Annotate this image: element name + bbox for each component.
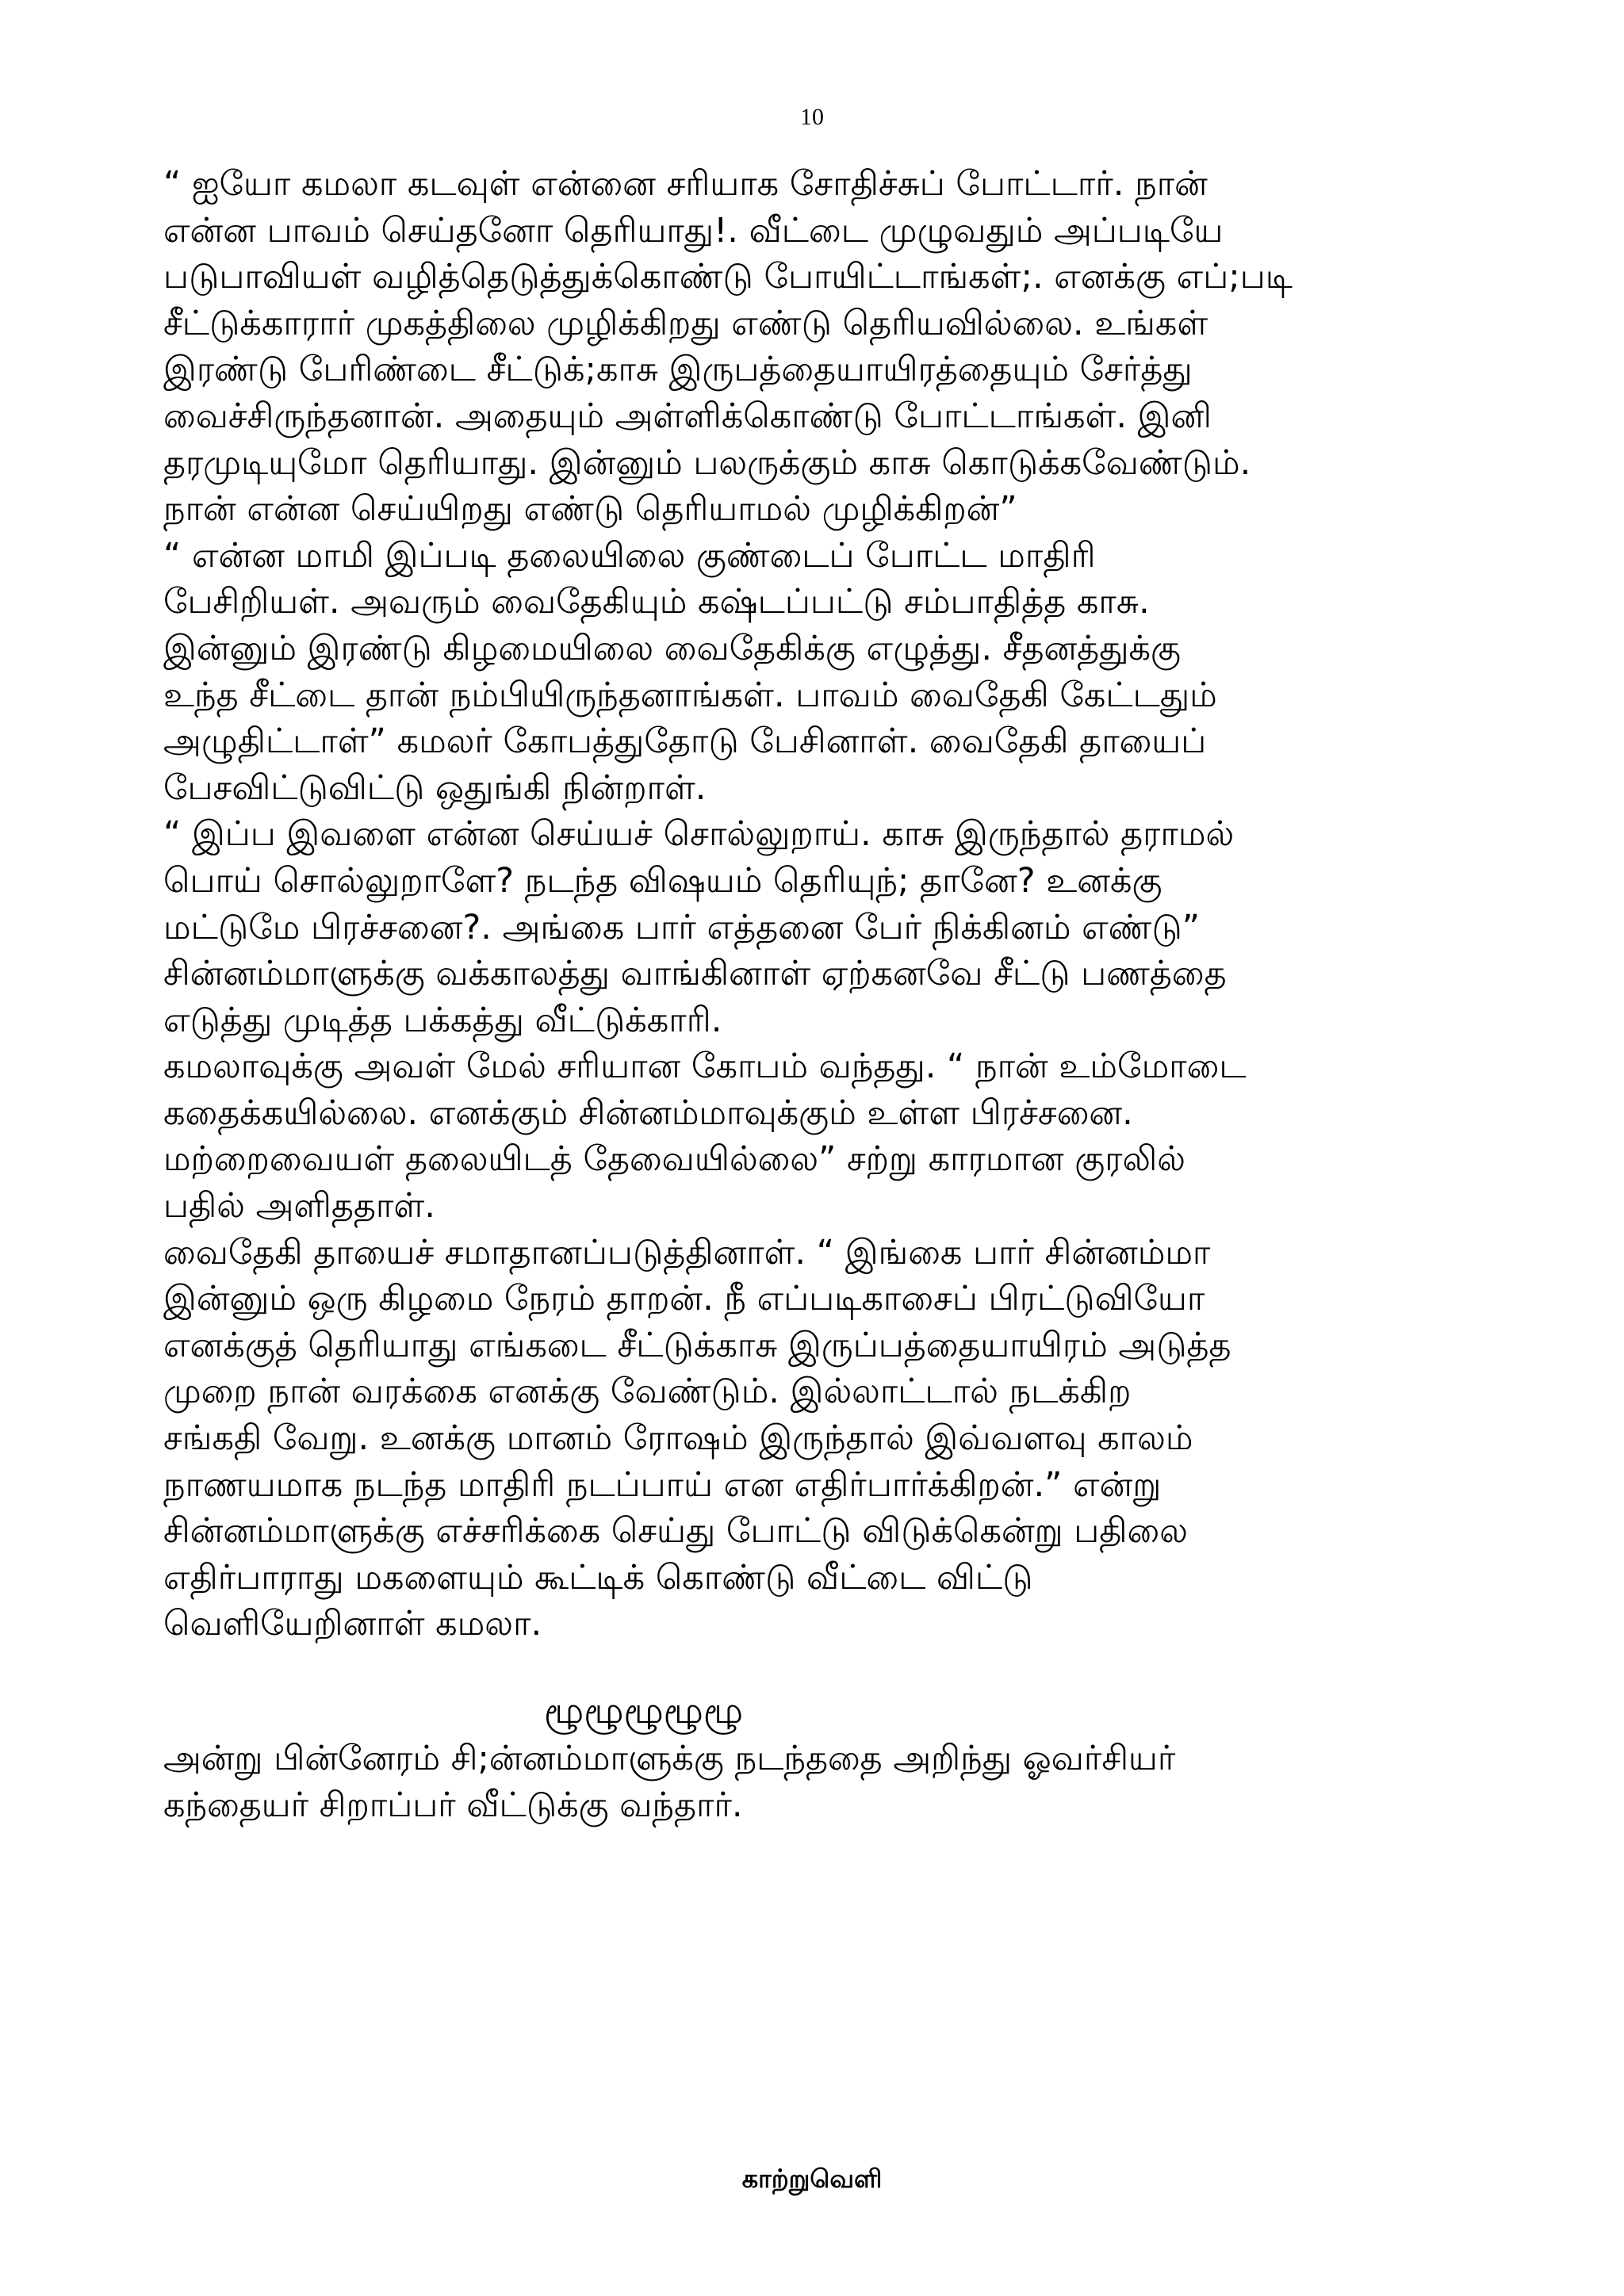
- text-line: சின்னம்மாளுக்கு எச்சரிக்கை செய்து போட்டு விடுக்கென்று பதிலை: [163, 1511, 1188, 1552]
- text-line: பொய் சொல்லுறாளே? நடந்த விஷயம் தெரியுந்; தானே? உனக்கு: [163, 860, 1162, 901]
- text-line: வைச்சிருந்தனான். அதையும் அள்ளிக்கொண்டு போட்டாங்கள். இனி: [163, 396, 1212, 436]
- text-line: இன்னும் ஒரு கிழமை நேரம் தாறன். நீ எப்படிகாசைப் பிரட்டுவியோ: [163, 1279, 1205, 1319]
- text-line: சீட்டுக்காரார் முகத்திலை முழிக்கிறது எண்டு தெரியவில்லை. உங்கள்: [163, 303, 1208, 343]
- text-line: அழுதிட்டாள்” கமலர் கோபத்துதோடு பேசினாள். வைதேகி தாயைப்: [163, 721, 1207, 762]
- text-line: எடுத்து முடித்த பக்கத்து வீட்டுக்காரி.: [163, 1000, 722, 1040]
- text-line: உந்த சீட்டை தான் நம்பியிருந்தனாங்கள். பாவம் வைதேகி கேட்டதும்: [163, 675, 1217, 715]
- page-number: 10: [800, 104, 824, 130]
- text-line: அன்று பின்னேரம் சி;ன்னம்மாளுக்கு நடந்ததை அறிந்து ஓவர்சியர்: [163, 1739, 1176, 1778]
- text-line: மட்டுமே பிரச்சனை?. அங்கை பார் எத்தனை பேர் நிக்கினம் எண்டு”: [163, 907, 1201, 947]
- text-line: சங்கதி வேறு. உனக்கு மானம் ரோஷம் இருந்தால் இவ்வளவு காலம்: [163, 1418, 1193, 1459]
- text-line: சின்னம்மாளுக்கு வக்காலத்து வாங்கினாள் ஏற்கனவே சீட்டு பணத்தை: [163, 954, 1227, 994]
- text-line: கமலாவுக்கு அவள் மேல் சரியான கோபம் வந்தது. “ நான் உம்மோடை: [163, 1047, 1247, 1087]
- text-line: எனக்குத் தெரியாது எங்கடை சீட்டுக்காசு இருப்பத்தையாயிரம் அடுத்த: [163, 1325, 1231, 1365]
- text-line: பதில் அளிததாள்.: [163, 1186, 435, 1226]
- text-line: கந்தையர் சிறாப்பர் வீட்டுக்கு வந்தார்.: [163, 1785, 743, 1825]
- text-line: நான் என்ன செய்யிறது எண்டு தெரியாமல் முழிக்கிறன்”: [163, 489, 1017, 530]
- section-divider: ழூழூழூழூழூ: [544, 1689, 744, 1732]
- text-line: முறை நான் வரக்கை எனக்கு வேண்டும். இல்லாட்டால் நடக்கிற: [163, 1372, 1132, 1412]
- text-line: எதிர்பாராது மகளையும் கூட்டிக் கொண்டு வீட்டை விட்டு: [163, 1557, 1033, 1598]
- footer-title: காற்றுவெளி: [741, 2164, 883, 2194]
- text-line: படுபாவியள் வழித்தெடுத்துக்கொண்டு போயிட்டாங்கள்;. எனக்கு எப்;படி: [163, 257, 1293, 297]
- text-line: மற்றைவையள் தலையிடத் தேவையில்லை” சற்று காரமான குரலில்: [163, 1139, 1185, 1180]
- text-line: கதைக்கயில்லை. எனக்கும் சின்னம்மாவுக்கும் உள்ள பிரச்சனை.: [163, 1093, 1133, 1133]
- text-line: வைதேகி தாயைச் சமாதானப்படுத்தினாள். “ இங்கை பார் சின்னம்மா: [163, 1232, 1211, 1272]
- text-line: “ ஐயோ கமலா கடவுள் என்னை சரியாக சோதிச்சுப் போட்டார். நான்: [163, 164, 1208, 204]
- text-line: பேசிறியள். அவரும் வைதேகியும் கஷ்டப்பட்டு சம்பாதித்த காசு.: [163, 582, 1150, 622]
- body-text: [163, 161, 1480, 1647]
- text-line: தரமுடியுமோ தெரியாது. இன்னும் பலருக்கும் காசு கொடுக்கவேண்டும்.: [163, 442, 1251, 483]
- closing-paragraph: [163, 1735, 1480, 1828]
- text-line: “ இப்ப இவளை என்ன செய்யச் சொல்லுறாய். காசு இருந்தால் தராமல்: [163, 814, 1235, 855]
- text-line: இரண்டு பேரிண்டை சீட்டுக்;காசு இருபத்தையாயிரத்தையும் சேர்த்து: [163, 350, 1193, 390]
- text-line: வெளியேறினாள் கமலா.: [163, 1604, 542, 1644]
- text-line: என்ன பாவம் செய்தனோ தெரியாது!. வீட்டை முழுவதும் அப்படியே: [163, 210, 1224, 251]
- text-line: “ என்ன மாமி இப்படி தலையிலை குண்டைப் போட்ட மாதிரி: [163, 535, 1096, 576]
- text-line: இன்னும் இரண்டு கிழமையிலை வைதேகிக்கு எழுத்து. சீதனத்துக்கு: [163, 628, 1181, 668]
- text-line: நாணயமாக நடந்த மாதிரி நடப்பாய் என எதிர்பார்க்கிறன்.” என்று: [163, 1464, 1162, 1505]
- text-line: பேசவிட்டுவிட்டு ஒதுங்கி நின்றாள்.: [163, 767, 707, 808]
